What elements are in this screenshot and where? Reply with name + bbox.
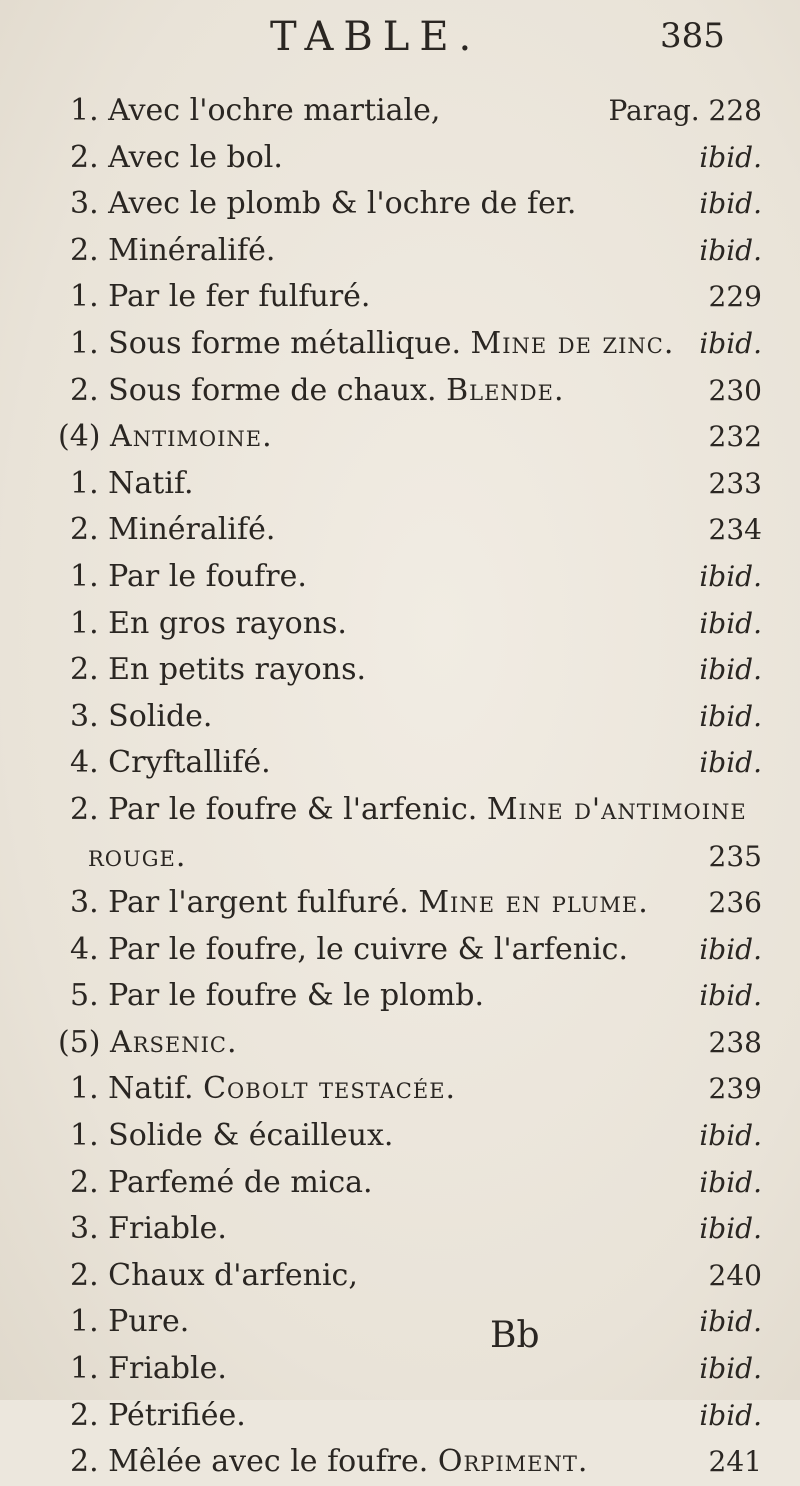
entry-smallcaps: Orpiment. [437, 1444, 589, 1480]
toc-entry [0, 414, 800, 461]
entry-label: 2. Mêlée avec le foufre. [70, 1444, 438, 1480]
entry-reference: 240 [708, 1258, 762, 1292]
entry-text [70, 694, 212, 741]
entry-label: 2. Parfemé de mica. [70, 1164, 373, 1200]
entry-label: 2. Minéralifé. [70, 512, 276, 548]
toc-entry [0, 228, 800, 275]
toc-entry [0, 274, 800, 321]
entry-reference: 233 [708, 466, 762, 500]
entry-reference: ibid. [699, 1119, 762, 1153]
entry-label: 5. Par le foufre & le plomb. [70, 978, 485, 1014]
entry-reference: ibid. [699, 559, 762, 593]
entry-label: 1. Par le foufre. [70, 558, 307, 594]
entry-label: 1. Par le fer fulfuré. [70, 279, 371, 315]
entry-reference: ibid. [699, 140, 762, 174]
entry-text [70, 1299, 189, 1346]
table-of-contents [0, 88, 800, 1486]
entry-reference: ibid. [699, 699, 762, 733]
entry-reference: ibid. [699, 1165, 762, 1199]
toc-entry [0, 973, 800, 1020]
entry-label: (4) [58, 419, 111, 455]
entry-text [70, 1439, 588, 1486]
entry-text [70, 274, 370, 321]
page-number: 385 [660, 16, 725, 56]
entry-reference: ibid. [699, 746, 762, 780]
entry-text [70, 740, 271, 787]
entry-label: 3. Avec le plomb & l'ochre de fer. [70, 186, 577, 222]
entry-label: 1. Solide & écailleux. [70, 1118, 394, 1154]
entry-text [70, 181, 576, 228]
entry-reference: Parag. 228 [608, 94, 762, 127]
toc-entry [0, 1253, 800, 1300]
entry-label: 2. Par le foufre & l'arfenic. [70, 791, 487, 827]
entry-label: 2. Pétrifiée. [70, 1397, 246, 1433]
entry-label: 2. Chaux d'arfenic, [70, 1257, 358, 1293]
toc-entry [0, 601, 800, 648]
entry-reference: ibid. [699, 1305, 762, 1339]
entry-reference: ibid. [699, 1398, 762, 1432]
entry-text [70, 1066, 456, 1113]
entry-label: 1. En gros rayons. [70, 605, 347, 641]
entry-smallcaps: Blende. [446, 372, 565, 408]
entry-text [70, 973, 484, 1020]
entry-reference: ibid. [699, 326, 762, 360]
toc-entry [0, 1020, 800, 1067]
toc-entry [0, 1113, 800, 1160]
entry-text [70, 1253, 358, 1300]
entry-label: 3. Par l'argent fulfuré. [70, 885, 419, 921]
entry-label: 2. Sous forme de chaux. [70, 372, 447, 408]
toc-entry [0, 740, 800, 787]
entry-smallcaps: rouge. [88, 838, 187, 874]
entry-label: 4. Par le foufre, le cuivre & l'arfenic. [70, 931, 629, 967]
entry-text [88, 834, 186, 881]
entry-text [58, 1020, 238, 1067]
entry-smallcaps: Mine en plume. [418, 885, 649, 921]
entry-smallcaps: Arsenic. [110, 1024, 238, 1060]
toc-entry [0, 368, 800, 415]
toc-entry [0, 554, 800, 601]
toc-entry [0, 787, 800, 834]
entry-text [70, 88, 440, 135]
entry-text [58, 414, 273, 461]
page-header [0, 14, 800, 74]
entry-smallcaps: Cobolt testacée. [203, 1071, 457, 1107]
toc-entry [0, 321, 800, 368]
entry-label: 3. Friable. [70, 1211, 227, 1247]
toc-entry [0, 880, 800, 927]
toc-entry [0, 1066, 800, 1113]
toc-entry [0, 1160, 800, 1207]
page-title: TABLE. [270, 14, 482, 60]
toc-entry [0, 927, 800, 974]
entry-reference: 239 [708, 1072, 762, 1106]
toc-entry [0, 1299, 800, 1346]
entry-text [70, 461, 194, 508]
entry-text [70, 507, 275, 554]
toc-entry [0, 1206, 800, 1253]
entry-reference: 238 [708, 1025, 762, 1059]
toc-entry [0, 647, 800, 694]
entry-label: 2. En petits rayons. [70, 652, 367, 688]
entry-label: 1. Natif. [70, 465, 194, 501]
entry-text [70, 880, 649, 927]
entry-label: 1. Natif. [70, 1071, 204, 1107]
entry-label: 1. Sous forme métallique. [70, 325, 471, 361]
entry-text [70, 927, 628, 974]
entry-reference: ibid. [699, 979, 762, 1013]
entry-reference: 241 [708, 1445, 762, 1479]
entry-text [70, 1346, 227, 1393]
entry-text [70, 1160, 373, 1207]
entry-text [70, 228, 275, 275]
entry-text [70, 135, 283, 182]
entry-smallcaps: Mine de zinc. [470, 325, 675, 361]
entry-reference: 230 [708, 373, 762, 407]
toc-entry [0, 694, 800, 741]
entry-reference: 236 [708, 886, 762, 920]
entry-reference: ibid. [699, 233, 762, 267]
entry-label: 1. Avec l'ochre martiale, [70, 93, 441, 128]
entry-reference: ibid. [699, 653, 762, 687]
entry-reference: ibid. [699, 932, 762, 966]
entry-label: (5) [58, 1024, 111, 1060]
entry-text [70, 1206, 227, 1253]
entry-label: 1. Pure. [70, 1304, 190, 1340]
toc-entry [0, 181, 800, 228]
entry-label: 4. Cryftallifé. [70, 745, 271, 781]
entry-text [70, 787, 747, 834]
entry-reference: 235 [708, 839, 762, 873]
entry-text [70, 321, 674, 368]
toc-entry [0, 461, 800, 508]
toc-entry [0, 135, 800, 182]
entry-text [70, 601, 347, 648]
entry-smallcaps: Antimoine. [110, 419, 273, 455]
entry-text [70, 1113, 393, 1160]
entry-text [70, 647, 366, 694]
entry-reference: 232 [708, 420, 762, 454]
entry-text [70, 554, 307, 601]
entry-reference: ibid. [699, 187, 762, 221]
entry-label: 2. Avec le bol. [70, 139, 283, 175]
entry-text [70, 368, 565, 415]
toc-entry [0, 507, 800, 554]
toc-entry [0, 834, 800, 881]
toc-entry [0, 1346, 800, 1393]
entry-reference: 229 [708, 280, 762, 314]
signature-mark: Bb [490, 1315, 540, 1356]
entry-reference: 234 [708, 513, 762, 547]
toc-entry [0, 88, 800, 135]
entry-reference: ibid. [699, 1352, 762, 1386]
entry-label: 2. Minéralifé. [70, 232, 276, 268]
entry-label: 1. Friable. [70, 1351, 227, 1387]
entry-label: 3. Solide. [70, 698, 213, 734]
entry-smallcaps: Mine d'antimoine [486, 791, 747, 827]
entry-reference: ibid. [699, 1212, 762, 1246]
toc-entry [0, 1439, 800, 1486]
entry-reference: ibid. [699, 606, 762, 640]
